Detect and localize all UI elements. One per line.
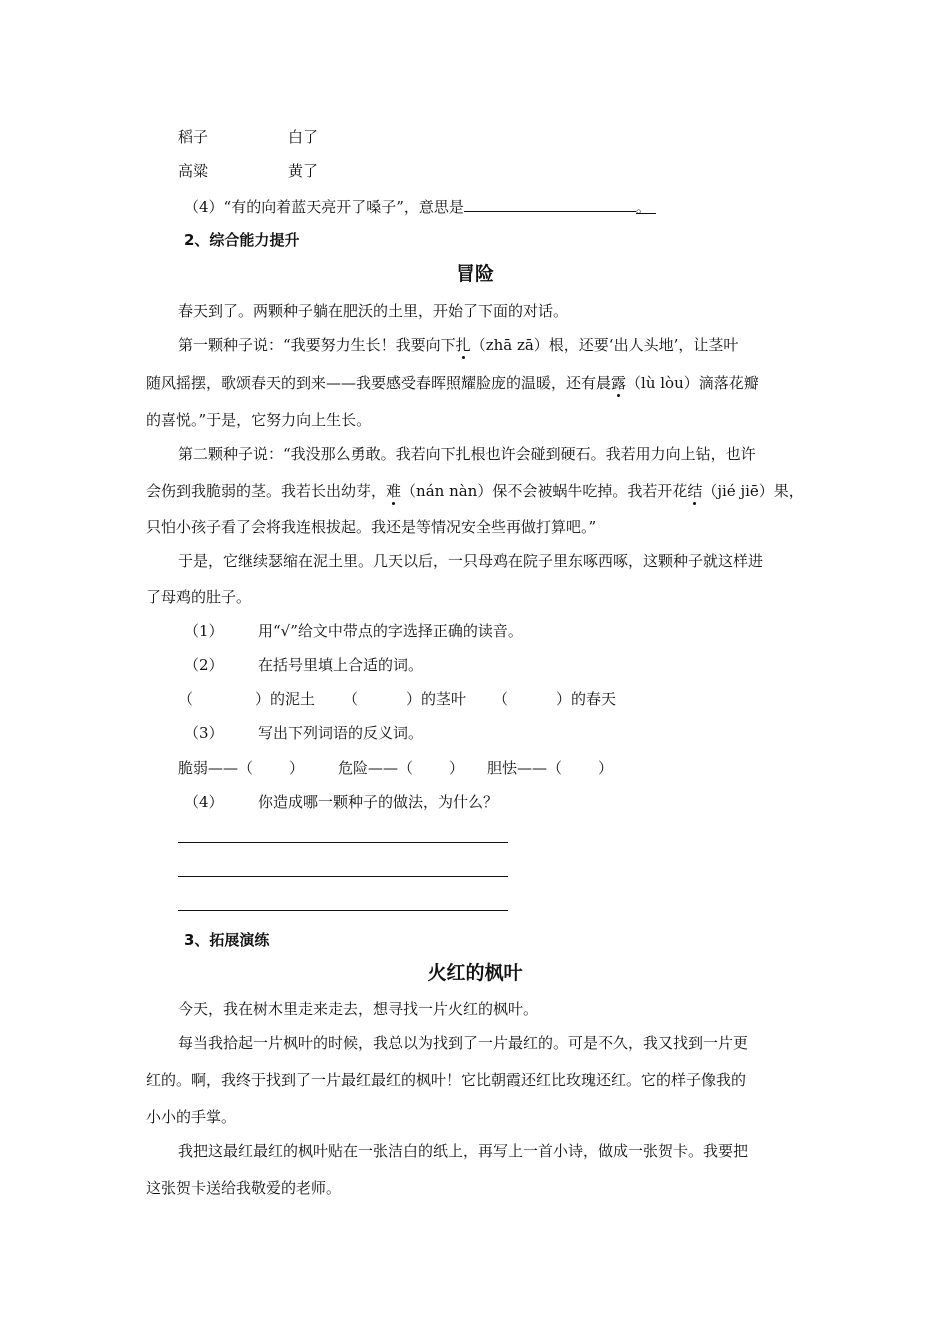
left-paren: （ — [493, 690, 509, 708]
p2-text-d: （lù lòu）滴落花瓣 — [626, 374, 759, 392]
left-paren: （ — [398, 759, 414, 777]
question-4-number: （4） — [184, 793, 224, 811]
antonym-word-1: 脆弱—— — [178, 759, 239, 777]
dotted-char: 难 — [386, 482, 402, 500]
left-paren: （ — [343, 690, 359, 708]
right-paren: ） — [406, 690, 422, 708]
fill-in-row-2 — [343, 689, 466, 709]
row-1 — [178, 127, 208, 147]
p3-text-c: （nán nàn）保不会被蜗牛吃掉。我若开花 — [401, 482, 688, 500]
top-q4-number: （4） — [184, 198, 224, 216]
question-3: 写出下列词语的反义词。 — [258, 724, 424, 742]
dotted-char: 结 — [687, 482, 703, 500]
question-3-number: （3） — [184, 724, 224, 742]
paragraph-3-line-3: 只怕小孩子看了会将我连根拔起。我还是等情况安全些再做打算吧。” — [146, 518, 597, 536]
row-2-left: 高粱 — [178, 162, 209, 180]
question-4: 你造成哪一颗种子的做法，为什么？ — [258, 793, 499, 811]
fill-item-3: 的春天 — [571, 690, 617, 708]
s3-paragraph-2-line-2: 红的。啊，我终于找到了一片最红最红的枫叶！它比朝霞还红比玫瑰还红。它的样子像我的 — [146, 1071, 747, 1089]
p2-text-b: （zhā zā）根，还要‘出人头地’，让茎叶 — [470, 336, 739, 354]
answer-line-1[interactable] — [178, 842, 508, 843]
left-paren: （ — [547, 759, 563, 777]
paragraph-1: 春天到了。两颗种子躺在肥沃的土里，开始了下面的对话。 — [178, 302, 569, 320]
paragraph-3-line-1: 第二颗种子说：“我没那么勇敢。我若向下扎根也许会碰到硬石。我若用力向上钻，也许 — [178, 445, 756, 463]
right-paren: ） — [289, 759, 305, 777]
antonym-3 — [487, 758, 613, 778]
question-1-number: （1） — [184, 622, 224, 640]
section-3-heading: 3、拓展演练 — [184, 931, 270, 949]
right-paren: ） — [598, 759, 614, 777]
s3-paragraph-3-line-2: 这张贺卡送给我敬爱的老师。 — [146, 1179, 342, 1197]
antonym-word-3: 胆怯—— — [487, 759, 548, 777]
section-2-heading: 2、综合能力提升 — [184, 231, 300, 249]
question-2: 在括号里填上合适的词。 — [258, 656, 424, 674]
right-paren: ） — [556, 690, 572, 708]
fill-in-row — [178, 689, 315, 709]
antonym-word-2: 危险—— — [338, 759, 399, 777]
top-q4-end: 。 — [636, 197, 656, 214]
left-paren: （ — [178, 690, 194, 708]
paragraph-2-line-2 — [146, 373, 759, 393]
right-paren: ） — [449, 759, 465, 777]
answer-blank[interactable] — [464, 195, 636, 212]
s3-paragraph-2-line-1: 每当我拾起一片枫叶的时候，我总以为找到了一片最红的。可是不久，我又找到一片更 — [178, 1034, 749, 1052]
s3-paragraph-2-line-3: 小小的手掌。 — [146, 1108, 237, 1126]
fill-in-row-3 — [493, 689, 616, 709]
answer-line-2[interactable] — [178, 876, 508, 877]
fill-item-1: 的泥土 — [270, 690, 316, 708]
top-q4-text: “有的向着蓝天亮开了嗓子”，意思是 — [223, 198, 464, 216]
s3-paragraph-3-line-1: 我把这最红最红的枫叶贴在一张洁白的纸上，再写上一首小诗，做成一张贺卡。我要把 — [178, 1142, 749, 1160]
paragraph-2-line-3: 的喜悦。”于是，它努力向上生长。 — [146, 411, 372, 429]
p3-text-b: 会伤到我脆弱的茎。我若长出幼芽， — [146, 482, 387, 500]
paragraph-2-line-1 — [178, 335, 738, 355]
p3-text-d: （jié jiē）果， — [702, 482, 804, 500]
paragraph-3-line-2 — [146, 481, 804, 501]
fill-item-2: 的茎叶 — [421, 690, 467, 708]
row-1-right: 白了 — [288, 128, 319, 146]
antonym-2 — [338, 758, 464, 778]
antonym-1 — [178, 758, 304, 778]
dotted-char: 扎 — [455, 336, 471, 354]
row-1-left: 稻子 — [178, 128, 209, 146]
row-2-right: 黄了 — [288, 162, 319, 180]
question-2-number: （2） — [184, 656, 224, 674]
paragraph-4-line-2: 了母鸡的肚子。 — [146, 588, 252, 606]
s3-paragraph-1: 今天，我在树木里走来走去，想寻找一片火红的枫叶。 — [178, 1000, 539, 1018]
story-title-red-maple-leaf: 火红的枫叶 — [427, 962, 523, 984]
top-question-4 — [184, 195, 656, 217]
right-paren: ） — [255, 690, 271, 708]
paragraph-4-line-1: 于是，它继续瑟缩在泥土里。几天以后，一只母鸡在院子里东啄西啄，这颗种子就这样进 — [178, 552, 764, 570]
question-1: 用“√”给文中带点的字选择正确的读音。 — [258, 622, 523, 640]
p2-text-a: 第一颗种子说：“我要努力生长！我要向下 — [178, 336, 456, 354]
story-title-adventure: 冒险 — [455, 263, 494, 285]
answer-line-3[interactable] — [178, 910, 508, 911]
p2-text-c: 随风摇摆，歌颂春天的到来——我要感受春晖照耀脸庞的温暖，还有晨 — [146, 374, 612, 392]
left-paren: （ — [238, 759, 254, 777]
dotted-char: 露 — [611, 374, 627, 392]
